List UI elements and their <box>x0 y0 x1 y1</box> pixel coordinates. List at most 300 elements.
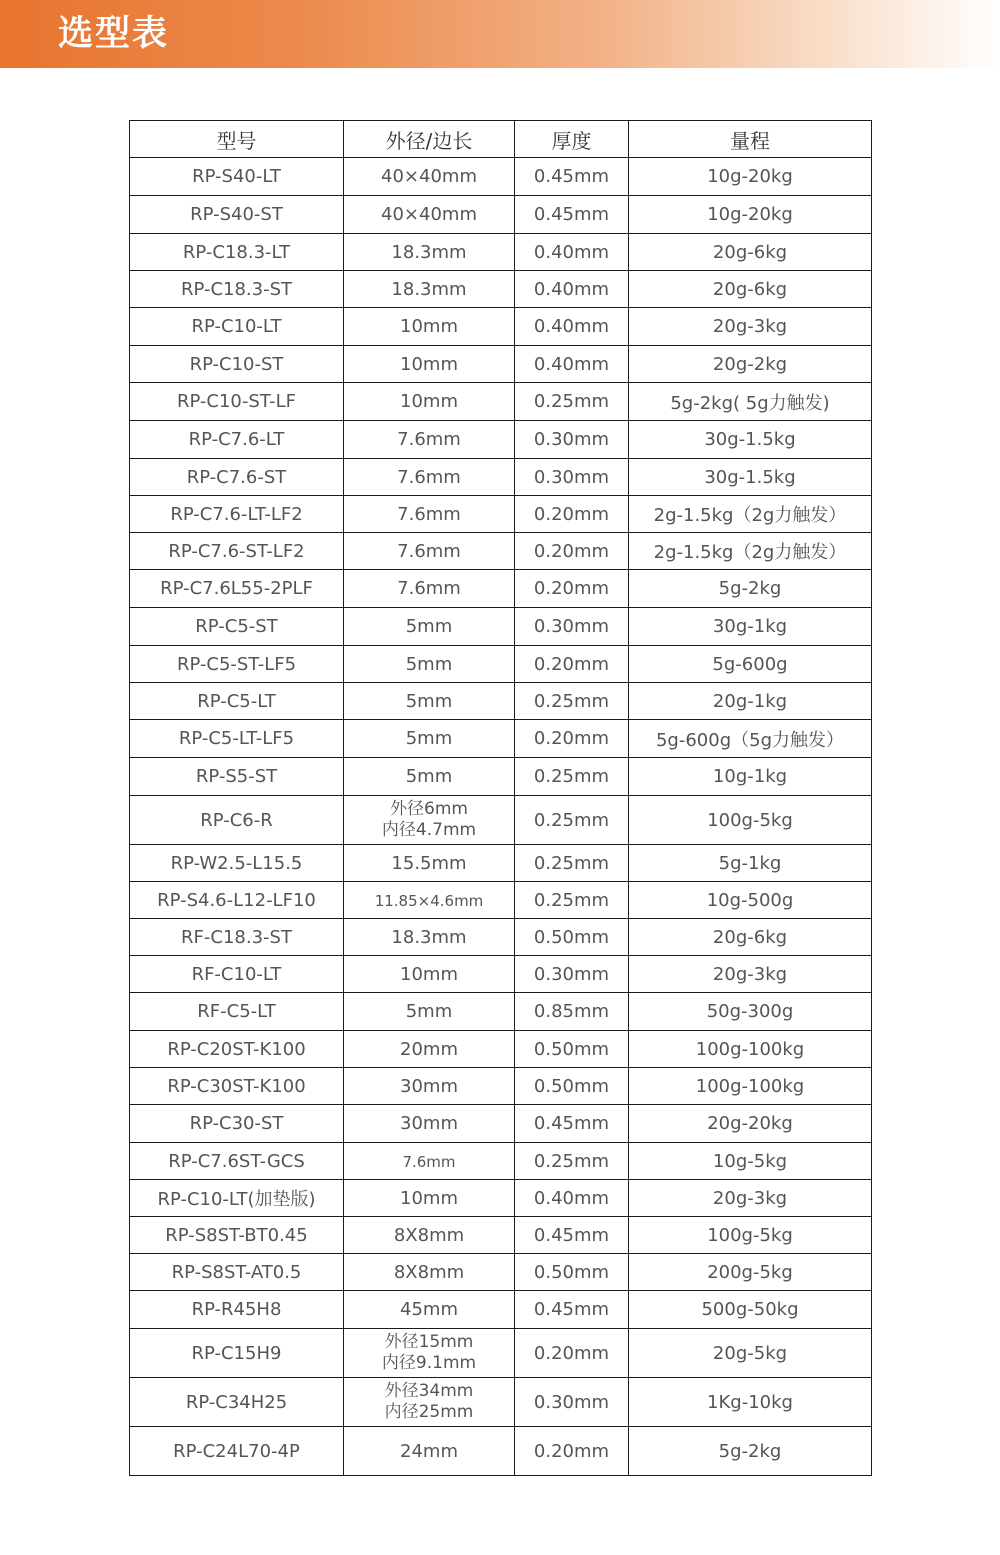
cell-model <box>130 421 344 459</box>
cell-range <box>629 271 872 308</box>
cell-range <box>629 919 872 956</box>
cell-range <box>629 1378 872 1427</box>
cell-thickness-text: 0.30mm <box>533 1391 610 1413</box>
cell-size <box>344 796 515 845</box>
cell-size-text: 40×40mm <box>381 204 477 225</box>
cell-model-text: RP-C34H25 <box>185 1391 288 1413</box>
cell-model <box>130 919 344 956</box>
selection-table <box>129 120 872 1476</box>
cell-range <box>629 1291 872 1329</box>
cell-model-text: RP-C5-LT-LF5 <box>178 728 295 749</box>
table-row <box>130 383 872 421</box>
cell-thickness-text: 0.25mm <box>533 889 610 911</box>
cell-model-text: RP-S40-ST <box>190 204 283 225</box>
cell-size <box>344 1105 515 1143</box>
cell-thickness <box>515 1329 629 1378</box>
cell-thickness <box>515 608 629 646</box>
cell-thickness <box>515 882 629 919</box>
cell-size <box>344 570 515 608</box>
cell-size <box>344 1143 515 1180</box>
cell-thickness-text: 0.25mm <box>533 852 610 874</box>
table-row <box>130 758 872 796</box>
table-row <box>130 956 872 993</box>
cell-range-text: 20g-6kg <box>712 926 788 948</box>
cell-model <box>130 608 344 646</box>
cell-range <box>629 308 872 346</box>
cell-thickness <box>515 271 629 308</box>
cell-thickness <box>515 1427 629 1476</box>
cell-thickness-text: 0.20mm <box>533 728 610 749</box>
cell-range <box>629 1180 872 1217</box>
cell-thickness-text: 0.30mm <box>533 616 610 637</box>
cell-model-text: RF-C5-LT <box>197 1001 276 1022</box>
table-row <box>130 1291 872 1329</box>
cell-range <box>629 1031 872 1068</box>
cell-thickness <box>515 1143 629 1180</box>
cell-model-text: RP-C7.6-LT-LF2 <box>170 503 303 525</box>
cell-thickness-text: 0.45mm <box>533 204 610 225</box>
table-row <box>130 919 872 956</box>
cell-range <box>629 796 872 845</box>
cell-model-text: RP-C7.6ST-GCS <box>168 1150 305 1172</box>
cell-model-text: RP-W2.5-L15.5 <box>170 852 303 874</box>
cell-size-text: 7.6mm <box>397 578 461 599</box>
table-row <box>130 158 872 196</box>
cell-model-text: RP-C5-ST-LF5 <box>176 653 297 675</box>
cell-size <box>344 1427 515 1476</box>
cell-range <box>629 196 872 234</box>
cell-model-text: RP-S8ST-BT0.45 <box>165 1224 308 1246</box>
cell-range-text: 1Kg-10kg <box>707 1391 793 1413</box>
cell-range <box>629 845 872 882</box>
cell-range <box>629 758 872 796</box>
table-row <box>130 1427 872 1476</box>
table-row <box>130 646 872 683</box>
cell-model-text: RP-C5-ST <box>195 616 278 637</box>
cell-range <box>629 1427 872 1476</box>
cell-range <box>629 1254 872 1291</box>
cell-thickness-text: 0.30mm <box>533 466 610 488</box>
cell-range <box>629 1329 872 1378</box>
cell-model <box>130 158 344 196</box>
cell-range <box>629 421 872 459</box>
table-row <box>130 234 872 271</box>
cell-range-text: 500g-50kg <box>701 1299 799 1320</box>
cell-size <box>344 1217 515 1254</box>
table-row <box>130 570 872 608</box>
cell-range-text: 20g-6kg <box>712 278 788 300</box>
cell-range-text: 10g-1kg <box>712 766 788 787</box>
cell-range-text: 5g-600g（5g力触发） <box>655 729 845 751</box>
cell-range <box>629 720 872 758</box>
cell-thickness-text: 0.20mm <box>533 653 610 675</box>
cell-thickness-text: 0.20mm <box>533 578 610 599</box>
cell-range <box>629 346 872 383</box>
cell-range <box>629 608 872 646</box>
cell-range-text: 100g-100kg <box>695 1038 805 1060</box>
cell-model-text: RF-C10-LT <box>191 963 282 985</box>
cell-range-text: 10g-20kg <box>707 166 793 187</box>
cell-thickness <box>515 1180 629 1217</box>
cell-range <box>629 1143 872 1180</box>
cell-model-text: RP-S5-ST <box>195 766 278 787</box>
cell-size <box>344 1180 515 1217</box>
cell-thickness-text: 0.25mm <box>533 1150 610 1172</box>
cell-size-text: 30mm <box>400 1075 458 1097</box>
cell-model <box>130 758 344 796</box>
cell-thickness-text: 0.85mm <box>533 1001 610 1022</box>
cell-thickness <box>515 1217 629 1254</box>
cell-thickness-text: 0.25mm <box>533 690 610 712</box>
cell-model-text: RP-C7.6L55-2PLF <box>160 578 313 599</box>
cell-model-text: RP-C7.6-LT <box>188 429 285 450</box>
cell-size <box>344 1329 515 1378</box>
cell-size <box>344 271 515 308</box>
cell-range-text: 20g-6kg <box>712 241 788 263</box>
cell-size-text: 7.6mm <box>397 466 461 488</box>
cell-thickness <box>515 234 629 271</box>
cell-size-text: 5mm <box>405 766 453 787</box>
table-row <box>130 720 872 758</box>
cell-thickness <box>515 533 629 570</box>
cell-size-text: 10mm <box>400 353 458 375</box>
table-row <box>130 533 872 570</box>
table-row <box>130 1217 872 1254</box>
cell-range-text: 200g-5kg <box>707 1261 793 1283</box>
cell-thickness-text: 0.25mm <box>533 766 610 787</box>
cell-model <box>130 1427 344 1476</box>
cell-model-text: RP-R45H8 <box>191 1299 282 1320</box>
cell-size <box>344 1068 515 1105</box>
cell-model-text: RF-C18.3-ST <box>181 926 292 948</box>
cell-model-text: RP-C10-LT(加垫版) <box>157 1189 316 1210</box>
cell-model <box>130 720 344 758</box>
cell-thickness-text: 0.40mm <box>533 278 610 300</box>
cell-model <box>130 271 344 308</box>
table-row <box>130 308 872 346</box>
cell-size <box>344 421 515 459</box>
cell-size <box>344 919 515 956</box>
cell-size-text: 24mm <box>400 1440 458 1462</box>
cell-thickness <box>515 421 629 459</box>
cell-thickness-text: 0.20mm <box>533 1440 610 1462</box>
cell-size-text: 7.6mm <box>397 540 461 562</box>
cell-size-text: 45mm <box>400 1299 458 1320</box>
cell-size-text: 11.85×4.6mm <box>374 891 484 910</box>
cell-size-text: 7.6mm <box>397 429 461 450</box>
cell-thickness <box>515 158 629 196</box>
cell-size-text: 18.3mm <box>391 926 467 948</box>
cell-thickness <box>515 308 629 346</box>
cell-model <box>130 956 344 993</box>
cell-size <box>344 720 515 758</box>
cell-model-text: RP-C18.3-ST <box>180 278 293 300</box>
cell-thickness-text: 0.30mm <box>533 429 610 450</box>
column-header-thickness: 厚度 <box>515 121 629 158</box>
cell-range-text: 20g-1kg <box>712 690 788 712</box>
table-header-row <box>130 121 872 158</box>
cell-model <box>130 1291 344 1329</box>
cell-range <box>629 533 872 570</box>
cell-size-text: 18.3mm <box>391 241 467 263</box>
cell-size-text: 5mm <box>405 653 453 675</box>
cell-range-text: 20g-20kg <box>707 1113 793 1134</box>
cell-model <box>130 845 344 882</box>
table-row <box>130 1254 872 1291</box>
cell-range-text: 20g-3kg <box>712 963 788 985</box>
table-row <box>130 496 872 533</box>
cell-model-text: RP-S4.6-L12-LF10 <box>157 889 316 911</box>
cell-range <box>629 956 872 993</box>
cell-range-text: 20g-3kg <box>712 316 788 337</box>
cell-model-text: RP-C7.6-ST-LF2 <box>168 540 305 562</box>
table-row <box>130 459 872 496</box>
cell-size <box>344 1254 515 1291</box>
table-row <box>130 1180 872 1217</box>
cell-range <box>629 683 872 720</box>
cell-range <box>629 570 872 608</box>
cell-thickness <box>515 993 629 1031</box>
cell-thickness-text: 0.30mm <box>533 963 610 985</box>
cell-range-text: 2g-1.5kg（2g力触发） <box>653 542 847 563</box>
cell-thickness-text: 0.40mm <box>533 316 610 337</box>
table-row <box>130 1105 872 1143</box>
cell-range <box>629 496 872 533</box>
table-row <box>130 845 872 882</box>
table-row <box>130 1143 872 1180</box>
cell-range-text: 20g-2kg <box>712 353 788 375</box>
cell-size <box>344 683 515 720</box>
cell-range-text: 30g-1kg <box>712 616 788 637</box>
cell-model <box>130 796 344 845</box>
cell-thickness <box>515 919 629 956</box>
table-row <box>130 882 872 919</box>
table-row <box>130 608 872 646</box>
table-row <box>130 1068 872 1105</box>
cell-size-inner: 内径4.7mm <box>381 820 477 840</box>
cell-thickness <box>515 956 629 993</box>
cell-thickness-text: 0.50mm <box>533 1261 610 1283</box>
cell-size-text: 5mm <box>405 690 453 712</box>
cell-range <box>629 459 872 496</box>
cell-size <box>344 1031 515 1068</box>
cell-size-text: 5mm <box>405 616 453 637</box>
cell-size <box>344 383 515 421</box>
cell-model <box>130 308 344 346</box>
cell-thickness-text: 0.20mm <box>533 540 610 562</box>
cell-thickness-text: 0.50mm <box>533 1038 610 1060</box>
cell-range <box>629 646 872 683</box>
cell-model <box>130 993 344 1031</box>
cell-thickness <box>515 1068 629 1105</box>
cell-size-text: 5mm <box>405 1001 453 1022</box>
table-row <box>130 683 872 720</box>
table-row <box>130 993 872 1031</box>
cell-thickness <box>515 346 629 383</box>
cell-thickness-text: 0.40mm <box>533 353 610 375</box>
cell-range-text: 5g-2kg <box>718 1440 782 1462</box>
cell-model-text: RP-S40-LT <box>192 166 281 187</box>
cell-thickness-text: 0.20mm <box>533 503 610 525</box>
cell-range-text: 30g-1.5kg <box>704 429 796 450</box>
cell-size-text: 18.3mm <box>391 278 467 300</box>
cell-model-text: RP-C30ST-K100 <box>167 1075 306 1097</box>
page-title: 选型表 <box>58 14 170 54</box>
table-row <box>130 1378 872 1427</box>
cell-thickness-text: 0.50mm <box>533 1075 610 1097</box>
cell-size <box>344 346 515 383</box>
cell-thickness-text: 0.20mm <box>533 1342 610 1364</box>
cell-range <box>629 1105 872 1143</box>
cell-model <box>130 383 344 421</box>
cell-size-text: 40×40mm <box>381 166 477 187</box>
cell-thickness <box>515 1254 629 1291</box>
cell-range-text: 50g-300g <box>706 1001 794 1022</box>
table-row <box>130 196 872 234</box>
cell-size <box>344 533 515 570</box>
cell-range <box>629 1217 872 1254</box>
cell-model-text: RP-C10-ST <box>189 353 284 375</box>
table-row <box>130 346 872 383</box>
cell-thickness <box>515 646 629 683</box>
cell-size-text: 20mm <box>400 1038 458 1060</box>
cell-range-text: 10g-500g <box>706 889 794 911</box>
cell-model <box>130 459 344 496</box>
cell-size <box>344 196 515 234</box>
cell-model <box>130 1143 344 1180</box>
cell-model <box>130 496 344 533</box>
cell-thickness <box>515 496 629 533</box>
cell-thickness <box>515 845 629 882</box>
cell-model-text: RP-C10-ST-LF <box>176 391 297 412</box>
cell-range <box>629 234 872 271</box>
cell-model <box>130 196 344 234</box>
cell-range-text: 2g-1.5kg（2g力触发） <box>653 505 847 526</box>
cell-thickness-text: 0.50mm <box>533 926 610 948</box>
cell-model-text: RP-C6-R <box>200 809 273 831</box>
cell-model <box>130 1031 344 1068</box>
cell-size-text: 7.6mm <box>402 1152 456 1171</box>
cell-size <box>344 1291 515 1329</box>
cell-thickness <box>515 383 629 421</box>
cell-model-text: RP-C15H9 <box>191 1342 282 1364</box>
table-row <box>130 421 872 459</box>
cell-thickness-text: 0.25mm <box>533 809 610 831</box>
cell-model <box>130 646 344 683</box>
header-banner <box>0 0 1000 68</box>
cell-size-outer: 外径34mm <box>384 1381 474 1401</box>
cell-size-text: 15.5mm <box>391 852 467 874</box>
cell-model <box>130 1068 344 1105</box>
cell-range <box>629 1068 872 1105</box>
column-header-size: 外径/边长 <box>344 121 515 158</box>
cell-range <box>629 993 872 1031</box>
cell-range-text: 100g-100kg <box>695 1075 805 1097</box>
column-header-model: 型号 <box>130 121 344 158</box>
cell-model <box>130 234 344 271</box>
cell-size <box>344 459 515 496</box>
cell-size <box>344 646 515 683</box>
cell-thickness <box>515 1105 629 1143</box>
cell-size <box>344 608 515 646</box>
cell-range-text: 100g-5kg <box>707 809 793 831</box>
cell-thickness <box>515 196 629 234</box>
cell-model <box>130 1378 344 1427</box>
cell-model <box>130 533 344 570</box>
cell-range <box>629 882 872 919</box>
cell-size-outer: 外径6mm <box>390 799 468 819</box>
cell-size <box>344 158 515 196</box>
cell-model <box>130 1105 344 1143</box>
cell-range-text: 5g-1kg <box>718 852 782 874</box>
cell-model-text: RP-C18.3-LT <box>182 241 291 263</box>
cell-model <box>130 882 344 919</box>
cell-size <box>344 882 515 919</box>
cell-size <box>344 758 515 796</box>
cell-size-text: 8X8mm <box>393 1224 465 1246</box>
cell-size-text: 10mm <box>400 316 458 337</box>
cell-range-text: 10g-20kg <box>707 204 793 225</box>
cell-thickness-text: 0.25mm <box>533 391 610 412</box>
table-body <box>130 158 872 1476</box>
cell-size <box>344 496 515 533</box>
cell-range-text: 20g-3kg <box>712 1187 788 1209</box>
cell-model <box>130 683 344 720</box>
cell-thickness <box>515 1378 629 1427</box>
cell-range <box>629 158 872 196</box>
cell-model <box>130 570 344 608</box>
cell-model-text: RP-C24L70-4P <box>173 1440 300 1462</box>
cell-thickness <box>515 758 629 796</box>
cell-size <box>344 234 515 271</box>
cell-thickness-text: 0.40mm <box>533 241 610 263</box>
cell-size-text: 7.6mm <box>397 503 461 525</box>
cell-model-text: RP-C7.6-ST <box>186 466 287 488</box>
cell-range-text: 10g-5kg <box>712 1150 788 1172</box>
cell-size <box>344 308 515 346</box>
cell-model <box>130 1217 344 1254</box>
cell-range <box>629 383 872 421</box>
cell-thickness-text: 0.45mm <box>533 1299 610 1320</box>
cell-thickness <box>515 720 629 758</box>
cell-model-text: RP-C30-ST <box>189 1113 284 1134</box>
cell-model-text: RP-C20ST-K100 <box>167 1038 306 1060</box>
cell-size-outer: 外径15mm <box>384 1332 474 1352</box>
cell-thickness <box>515 683 629 720</box>
cell-size-text: 10mm <box>400 391 458 412</box>
cell-range-text: 30g-1.5kg <box>704 466 796 488</box>
cell-thickness-text: 0.45mm <box>533 1224 610 1246</box>
cell-thickness-text: 0.45mm <box>533 1113 610 1134</box>
cell-thickness-text: 0.45mm <box>533 166 610 187</box>
cell-size <box>344 956 515 993</box>
cell-thickness <box>515 796 629 845</box>
cell-size-inner: 内径25mm <box>384 1402 474 1422</box>
cell-model <box>130 1329 344 1378</box>
cell-thickness <box>515 459 629 496</box>
cell-range-text: 100g-5kg <box>707 1224 793 1246</box>
cell-thickness <box>515 570 629 608</box>
cell-range-text: 5g-2kg <box>718 578 782 599</box>
cell-model-text: RP-C10-LT <box>191 316 282 337</box>
cell-size-text: 10mm <box>400 963 458 985</box>
cell-size <box>344 993 515 1031</box>
table-row <box>130 1031 872 1068</box>
table-row <box>130 796 872 845</box>
column-header-range: 量程 <box>629 121 872 158</box>
cell-thickness-text: 0.40mm <box>533 1187 610 1209</box>
cell-size-text: 5mm <box>405 728 453 749</box>
